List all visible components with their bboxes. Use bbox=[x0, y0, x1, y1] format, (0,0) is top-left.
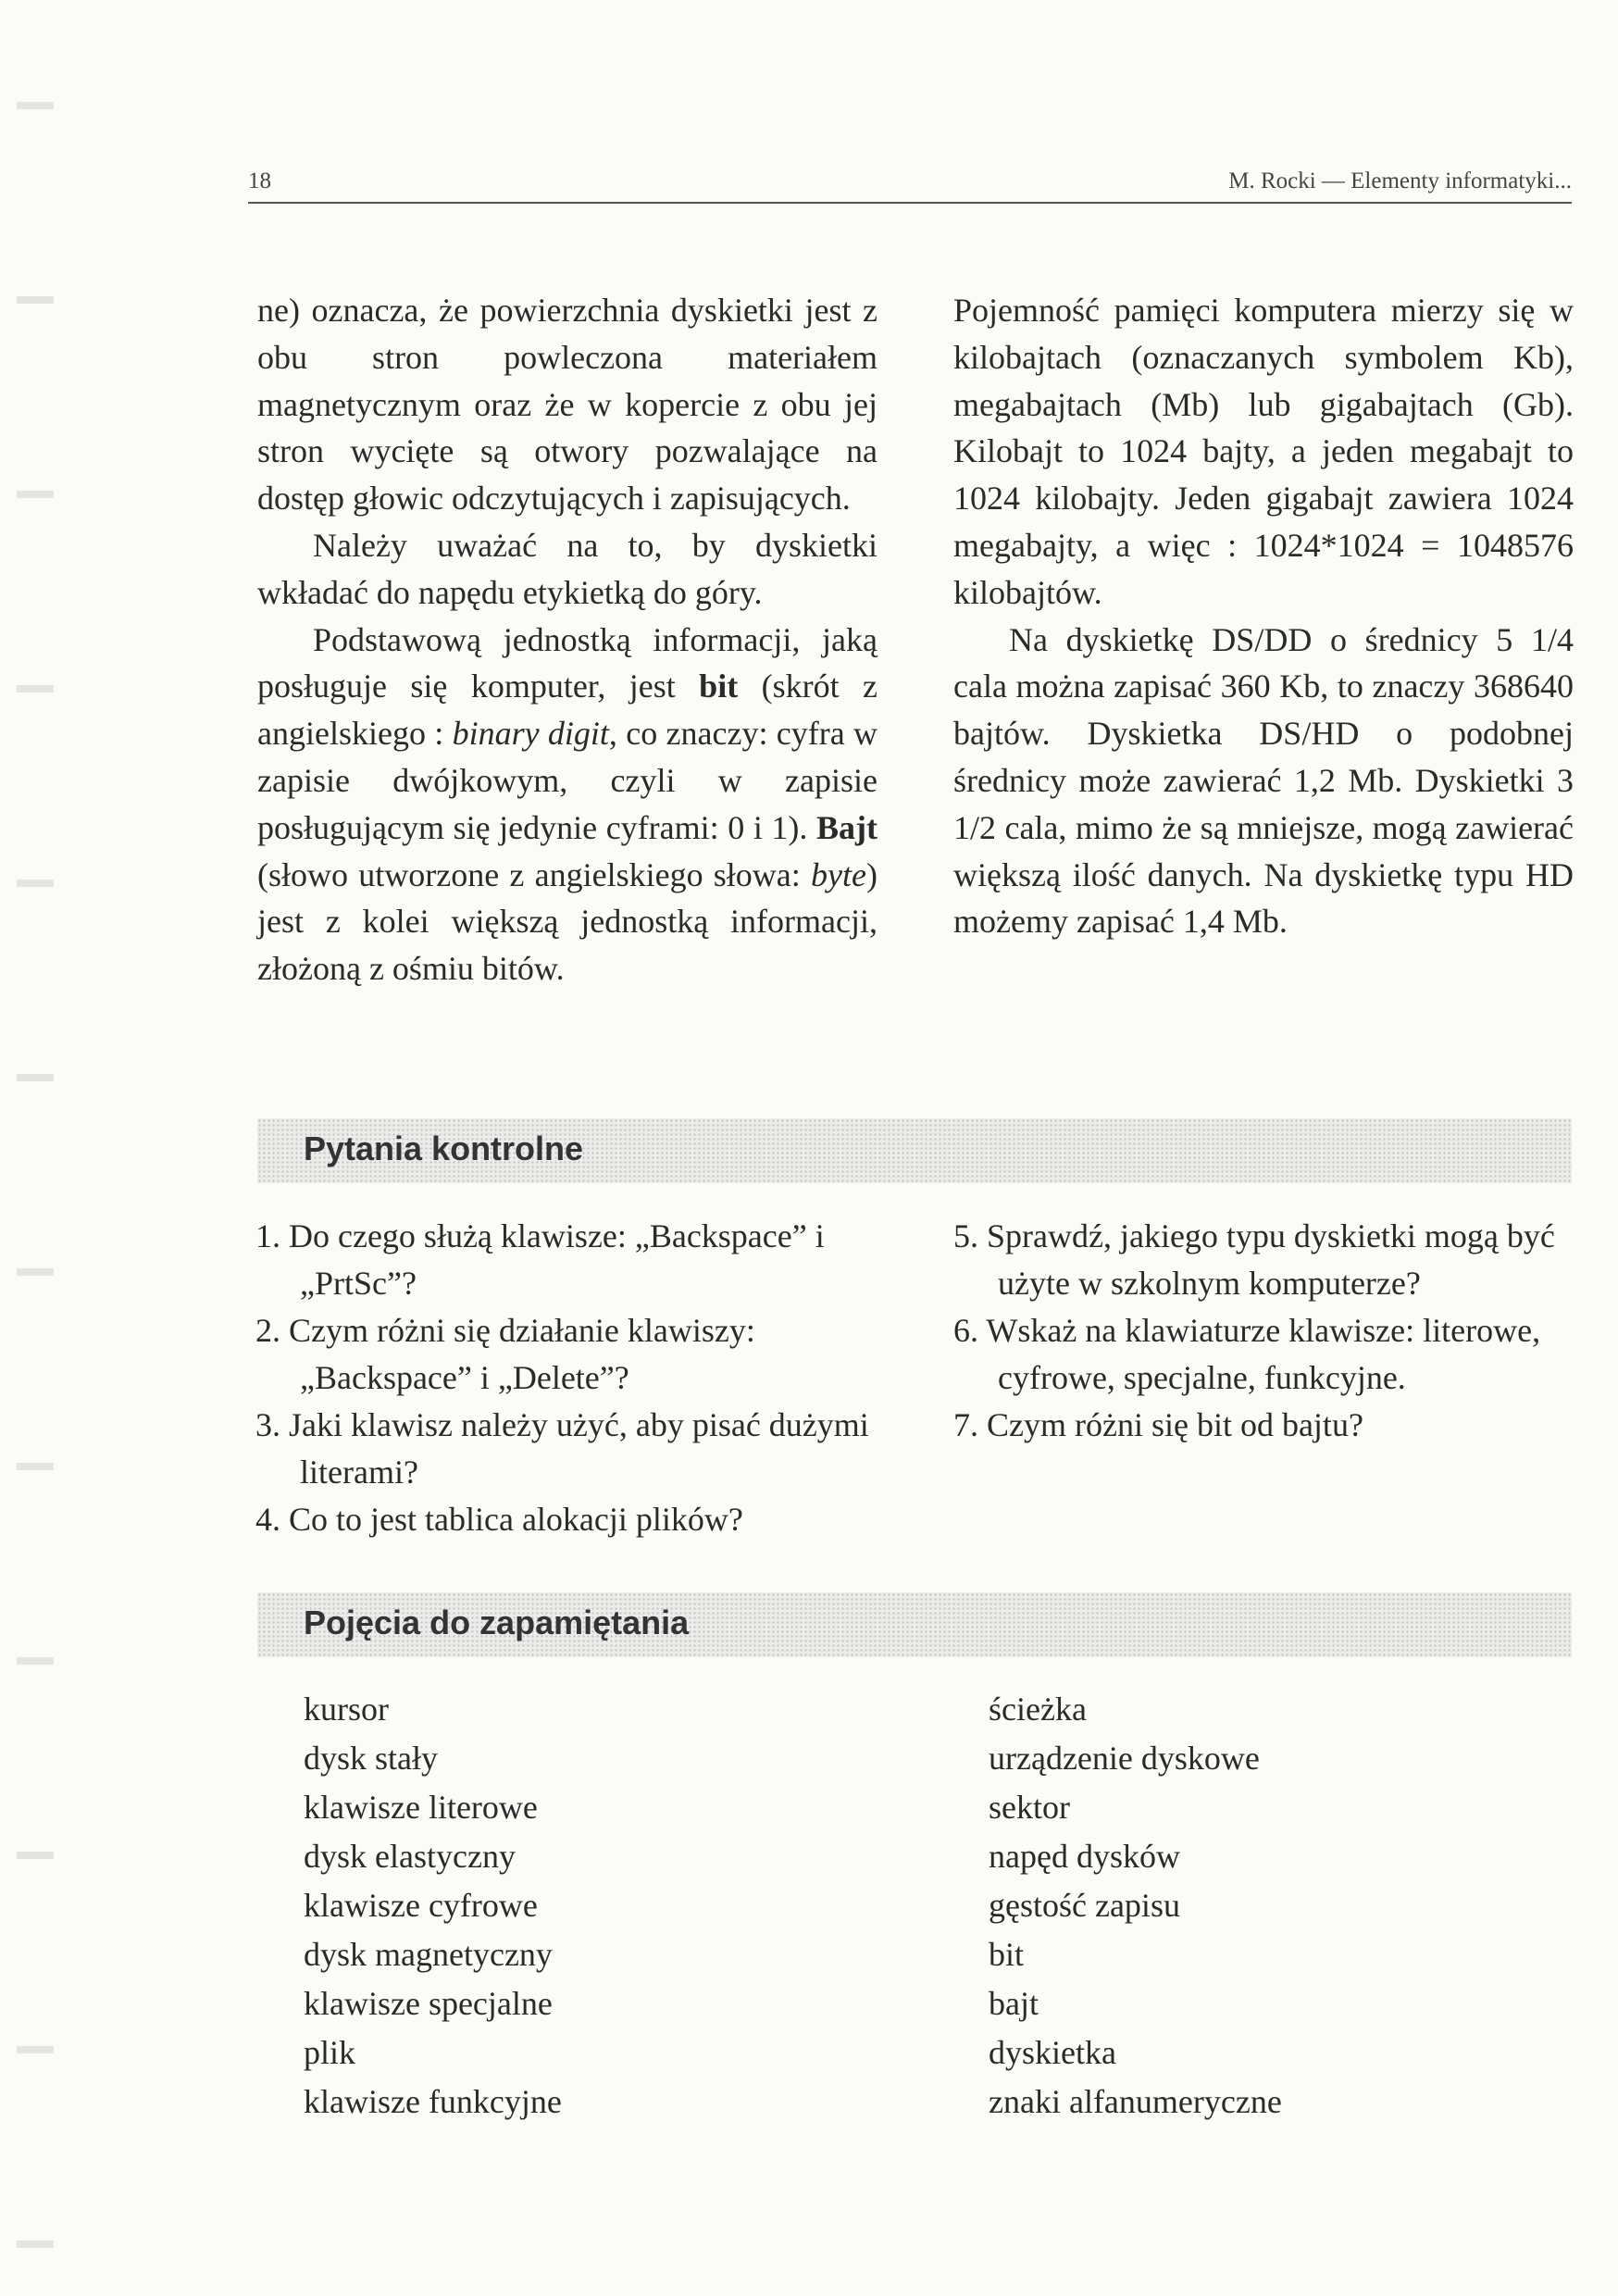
term-bold: bit bbox=[699, 668, 739, 705]
text-run: , co znaczy: cyfra w zapisie dwójkowym, czyli w zapisie posługującym się jedynie cyframi: 0 i 1). bbox=[257, 715, 878, 846]
section-banner-terms bbox=[257, 1592, 1572, 1657]
paragraph: Należy uważać na to, by dyskietki wkładać do napędu etykietką do góry. bbox=[257, 526, 877, 611]
term-italic: byte bbox=[811, 855, 866, 893]
text-run: Podstawową jednostką informacji, jaką posługuje się komputer, jest bbox=[257, 620, 877, 705]
term-item: napęd dysków bbox=[989, 1838, 1180, 1875]
term-bold: Bajt bbox=[816, 808, 877, 846]
question-list-right bbox=[953, 1213, 1574, 1449]
question-item: 4. Co to jest tablica alokacji plików? bbox=[255, 1501, 743, 1538]
term-item: urządzenie dyskowe bbox=[989, 1740, 1260, 1777]
text-run: (słowo utworzone z angielskiego słowa: bbox=[257, 855, 812, 893]
term-item: dysk magnetyczny bbox=[304, 1936, 553, 1973]
page-number: 18 bbox=[248, 168, 271, 193]
term-item: sektor bbox=[989, 1789, 1070, 1826]
body-column-left bbox=[257, 287, 877, 992]
term-item: znaki alfanumeryczne bbox=[989, 2083, 1282, 2120]
text-run: ) jest z kolei większą jednostką informacji, złożoną z ośmiu bitów. bbox=[257, 855, 877, 988]
question-item: 1. Do czego służą klawisze: „Backspace” i „PrtSc”? bbox=[255, 1217, 825, 1302]
term-item: ścieżka bbox=[989, 1691, 1087, 1728]
term-italic: binary digit bbox=[452, 715, 609, 753]
term-item: kursor bbox=[304, 1691, 389, 1728]
body-column-right bbox=[953, 287, 1574, 945]
term-item: gęstość zapisu bbox=[989, 1887, 1180, 1924]
term-item: klawisze literowe bbox=[304, 1789, 538, 1826]
text-run: (skrót z angielskiego : bbox=[257, 668, 877, 753]
paragraph: Na dyskietkę DS/DD o średnicy 5 1/4 cala można zapisać 360 Kb, to znaczy 368640 bajtów. Dyskietka DS/HD o podobnej średnicy może zawierać 1,2 Mb. Dyskietki 3 1/2 cala, mimo że są mniejsze, mogą zawierać większą ilość danych. Na dyskietkę typu HD możemy zapisać 1,4 Mb. bbox=[953, 620, 1574, 941]
page-header bbox=[248, 165, 1572, 204]
terms-list-left bbox=[304, 1685, 859, 2127]
term-item: bajt bbox=[989, 1985, 1039, 2022]
term-item: klawisze specjalne bbox=[304, 1985, 553, 2022]
term-item: dysk elastyczny bbox=[304, 1838, 516, 1875]
question-item: 6. Wskaż na klawiaturze klawisze: literowe, cyfrowe, specjalne, funkcyjne. bbox=[953, 1312, 1541, 1396]
term-item: dysk stały bbox=[304, 1740, 439, 1777]
question-item: 7. Czym różni się bit od bajtu? bbox=[953, 1406, 1363, 1443]
running-title: M. Rocki — Elementy informatyki... bbox=[1228, 168, 1572, 193]
paragraph bbox=[257, 617, 877, 992]
term-item: dyskietka bbox=[989, 2034, 1116, 2071]
scan-margin-artifact bbox=[17, 0, 54, 2296]
question-list-left bbox=[255, 1213, 885, 1543]
term-item: plik bbox=[304, 2034, 356, 2071]
question-item: 5. Sprawdź, jakiego typu dyskietki mogą być użyte w szkolnym komputerze? bbox=[953, 1217, 1555, 1302]
terms-list-right bbox=[989, 1685, 1562, 2127]
term-item: klawisze cyfrowe bbox=[304, 1887, 538, 1924]
term-item: bit bbox=[989, 1936, 1025, 1973]
term-item: klawisze funkcyjne bbox=[304, 2083, 562, 2120]
paragraph: ne) oznacza, że powierzchnia dyskietki jest z obu stron powleczona materiałem magnetycznym oraz że w kopercie z obu jej stron wycięte są otwory pozwalające na dostęp głowic odczytujących i zapisujących. bbox=[257, 292, 877, 518]
section-banner-questions bbox=[257, 1118, 1572, 1183]
section-title: Pytania kontrolne bbox=[304, 1129, 584, 1167]
paragraph: Pojemność pamięci komputera mierzy się w kilobajtach (oznaczanych symbolem Kb), megabajtach (Mb) lub gigabajtach (Gb). Kilobajt to 1024 bajty, a jeden megabajt to 1024 kilobajty. Jeden gigabajt zawiera 1024 megabajty, a więc : 1024*1024 = 1048576 kilobajtów. bbox=[953, 292, 1574, 611]
section-title: Pojęcia do zapamiętania bbox=[304, 1603, 690, 1641]
question-item: 3. Jaki klawisz należy użyć, aby pisać dużymi literami? bbox=[255, 1406, 869, 1491]
question-item: 2. Czym różni się działanie klawiszy: „Backspace” i „Delete”? bbox=[255, 1312, 755, 1396]
